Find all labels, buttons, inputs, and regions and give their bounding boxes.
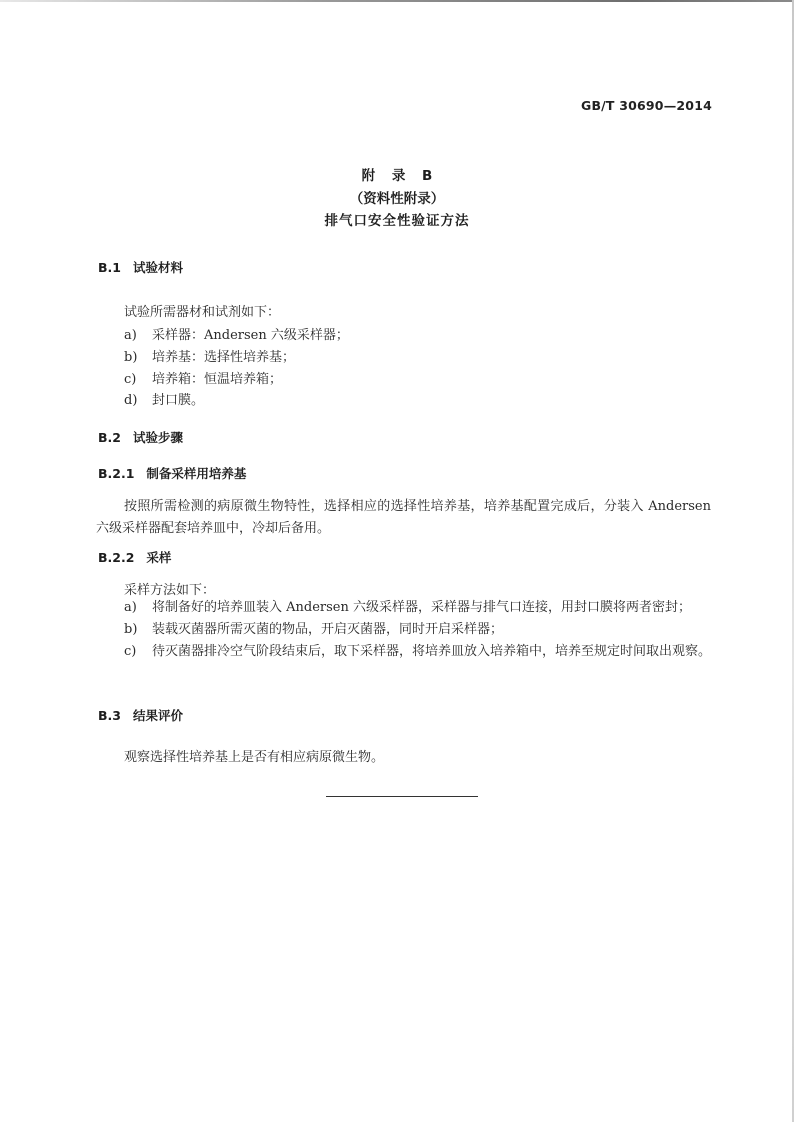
section-title: 试验步骤 bbox=[132, 430, 183, 445]
section-number: B.2 bbox=[98, 430, 121, 445]
section-number: B.1 bbox=[98, 260, 121, 275]
list-marker: c) bbox=[124, 372, 137, 387]
standard-code: GB/T 30690—2014 bbox=[580, 98, 712, 113]
list-item bbox=[124, 324, 714, 343]
list-text: 培养箱：恒温培养箱； bbox=[152, 372, 283, 387]
list-marker: a) bbox=[124, 600, 137, 615]
appendix-label: 附 录 B bbox=[361, 168, 439, 184]
list-text: 采样器：Andersen 六级采样器； bbox=[152, 328, 349, 343]
list-item bbox=[124, 619, 714, 641]
b21-paragraph: 按照所需检测的病原微生物特性，选择相应的选择性培养基，培养基配置完成后，分装入 Andersen 六级采样器配套培养皿中，冷却后备用。 bbox=[96, 499, 711, 536]
section-title: 采样 bbox=[146, 550, 172, 565]
list-item bbox=[124, 597, 714, 619]
list-text: 培养基：选择性培养基； bbox=[152, 350, 296, 365]
section-title: 制备采样用培养基 bbox=[146, 466, 247, 481]
list-text: 封口膜。 bbox=[152, 393, 205, 408]
appendix-title: 排气口安全性验证方法 bbox=[324, 213, 470, 229]
list-marker: c) bbox=[124, 644, 137, 659]
list-item bbox=[124, 389, 714, 408]
list-marker: d) bbox=[124, 393, 138, 408]
section-number: B.2.2 bbox=[98, 550, 135, 565]
list-text: 装载灭菌器所需灭菌的物品，开启灭菌器，同时开启采样器； bbox=[152, 622, 504, 637]
section-title: 结果评价 bbox=[132, 708, 183, 723]
list-marker: a) bbox=[124, 328, 137, 343]
list-text: 待灭菌器排冷空气阶段结束后，取下采样器，将培养皿放入培养箱中，培养至规定时间取出观察。 bbox=[152, 644, 712, 659]
list-item bbox=[124, 641, 714, 663]
section-number: B.3 bbox=[98, 708, 121, 723]
end-of-document-rule bbox=[326, 796, 478, 797]
list-item bbox=[124, 346, 714, 365]
list-text: 将制备好的培养皿装入 Andersen 六级采样器，采样器与排气口连接，用封口膜将两者密封； bbox=[152, 600, 691, 615]
scan-edge-top bbox=[0, 0, 794, 2]
section-heading-b21 bbox=[98, 464, 246, 482]
section-number: B.2.1 bbox=[98, 466, 135, 481]
list-marker: b) bbox=[124, 350, 138, 365]
section-heading-b1 bbox=[98, 258, 183, 276]
section-heading-b3 bbox=[98, 706, 183, 724]
b22-intro: 采样方法如下： bbox=[124, 583, 216, 598]
appendix-type: （资料性附录） bbox=[349, 191, 445, 207]
list-item bbox=[124, 368, 714, 387]
b1-intro: 试验所需器材和试剂如下： bbox=[124, 305, 281, 320]
b3-paragraph: 观察选择性培养基上是否有相应病原微生物。 bbox=[124, 750, 385, 765]
section-heading-b22 bbox=[98, 548, 171, 566]
section-title: 试验材料 bbox=[132, 260, 183, 275]
section-heading-b2 bbox=[98, 428, 183, 446]
list-marker: b) bbox=[124, 622, 138, 637]
